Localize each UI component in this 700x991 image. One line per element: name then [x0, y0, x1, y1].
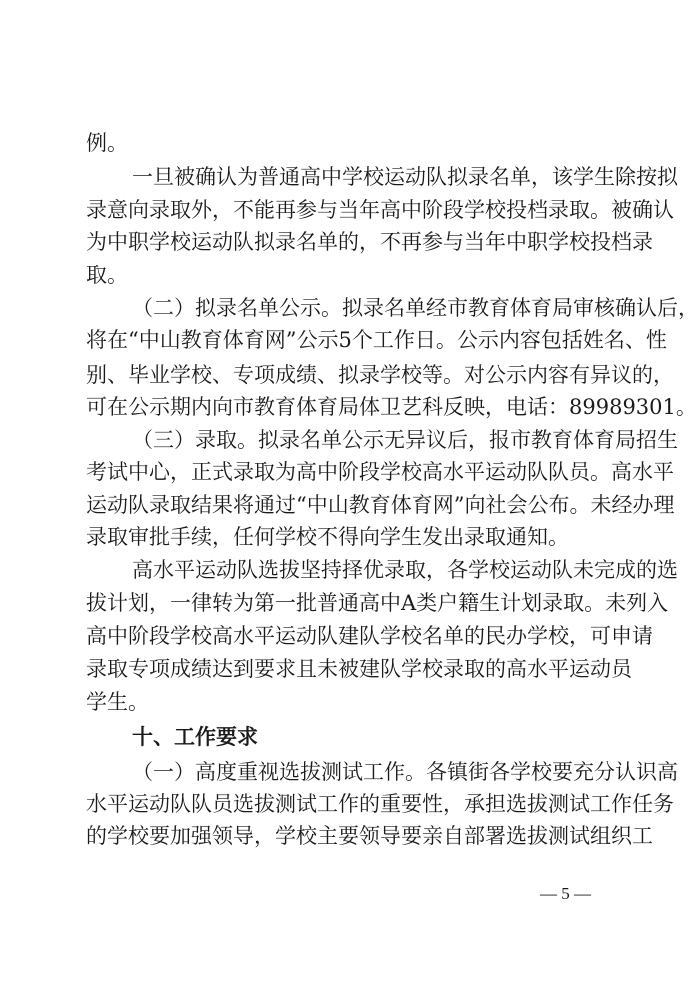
text-line: 录取审批手续，任何学校不得向学生发出录取通知。: [86, 525, 569, 549]
section-heading-1: （一）高度重视选拔测试工作。各镇街各学校要充分认识高: [132, 760, 678, 784]
text-line: 学生。: [86, 690, 149, 714]
text-line: 考试中心，正式录取为高中阶段学校高水平运动队队员。高水平: [86, 460, 674, 484]
chapter-heading: 十、工作要求: [132, 725, 258, 749]
paragraph-start: 高水平运动队选拔坚持择优录取，各学校运动队未完成的选: [132, 558, 678, 582]
text-line: 录取专项成绩达到要求且未被建队学校录取的高水平运动员: [86, 657, 632, 681]
text-line: 例。: [86, 131, 128, 155]
section-heading-3: （三）录取。拟录名单公示无异议后，报市教育体育局招生: [132, 428, 678, 452]
text-line: 录意向录取外，不能再参与当年高中阶段学校投档录取。被确认: [86, 198, 674, 222]
text-line: 水平运动队队员选拔测试工作的重要性，承担选拔测试工作任务: [86, 792, 674, 816]
page-number: — 5 —: [540, 884, 591, 903]
text-line: 将在“中山教育体育网”公示5个工作日。公示内容包括姓名、性: [86, 328, 667, 352]
text-line: 拔计划，一律转为第一批普通高中A类户籍生计划录取。未列入: [86, 591, 669, 615]
text-line: 的学校要加强领导，学校主要领导要亲自部署选拔测试组织工: [86, 824, 653, 848]
text-line: 可在公示期内向市教育体育局体卫艺科反映，电话：89989301。: [86, 395, 697, 419]
text-line: 别、毕业学校、专项成绩、拟录学校等。对公示内容有异议的，: [86, 363, 674, 387]
paragraph-start: 一旦被确认为普通高中学校运动队拟录名单，该学生除按拟: [132, 165, 678, 189]
section-heading-2: （二）拟录名单公示。拟录名单经市教育体育局审核确认后，: [132, 296, 699, 320]
text-line: 高中阶段学校高水平运动队建队学校名单的民办学校，可申请: [86, 624, 653, 648]
text-line: 取。: [86, 263, 128, 287]
text-line: 为中职学校运动队拟录名单的，不再参与当年中职学校投档录: [86, 230, 653, 254]
text-line: 运动队录取结果将通过“中山教育体育网”向社会公布。未经办理: [86, 493, 675, 517]
